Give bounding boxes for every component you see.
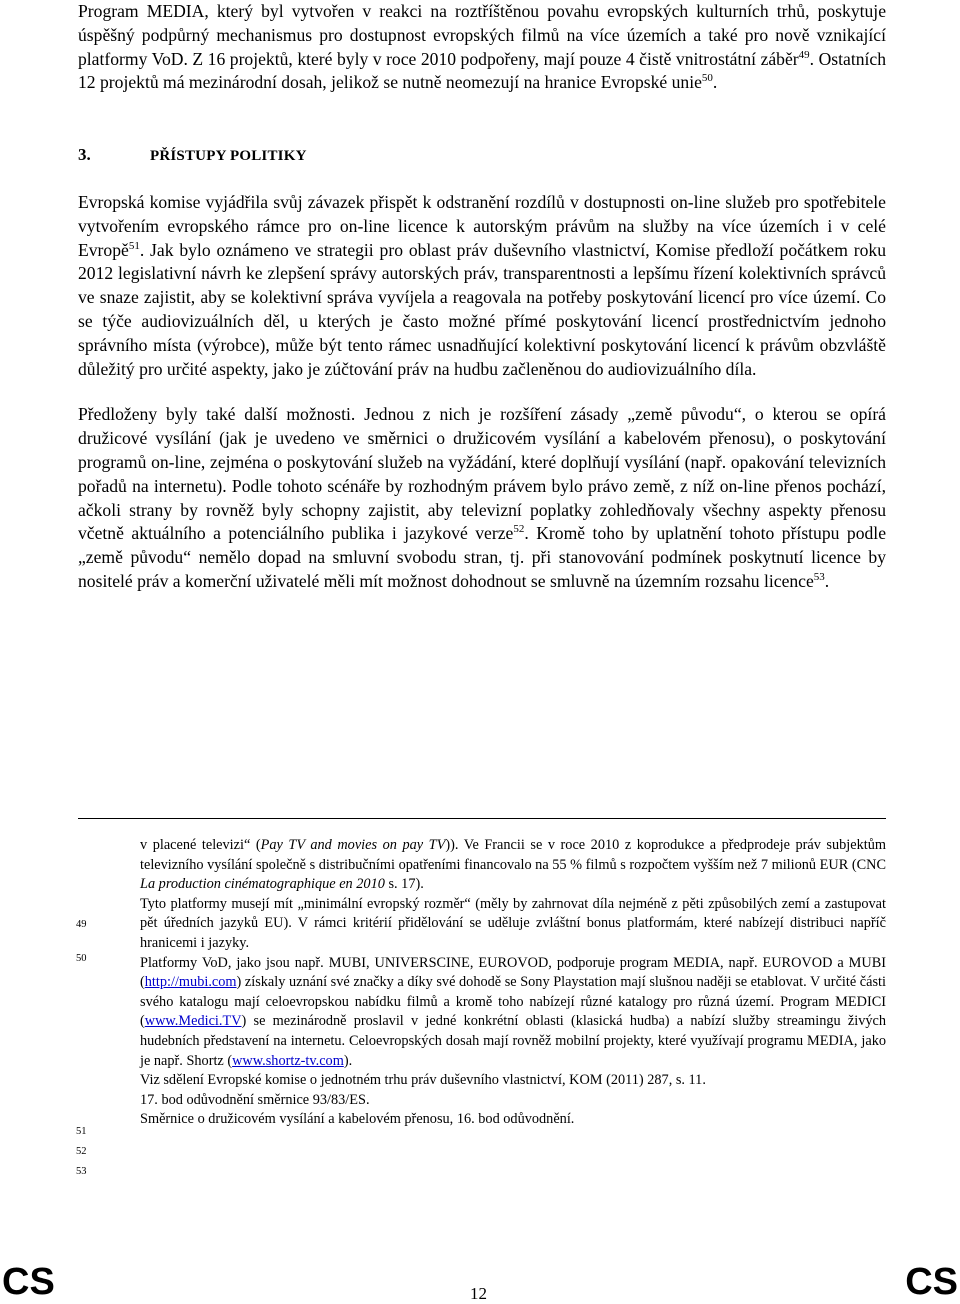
footnote-50-text-b: ) získaly uznání své značky a díky své dohodě se Sony Playstation mají slušnou naději se etablovat. V určité části svého katalogu mají celoevropskou nabídku filmů a kromě toho nabízejí různé katalogy pro různá území. Program MEDICI ( [140, 974, 886, 1030]
footnote-ref-51[interactable]: 51 [128, 239, 140, 252]
footnote-separator [78, 818, 886, 819]
footnotes [140, 836, 886, 1130]
footer-language-left: CS [2, 1261, 55, 1303]
footnote-cont-italic: Pay TV and movies on pay TV [260, 837, 446, 853]
paragraph-2 [78, 191, 886, 381]
footnote-ref-52[interactable]: 52 [513, 523, 525, 536]
footnote-number-49: 49 [76, 919, 87, 930]
footnote-51-text: Viz sdělení Evropské komise o jednotném trhu práv duševního vlastnictví, KOM (2011) 287, s. 11. [140, 1072, 706, 1089]
paragraph-3-text-a: Předloženy byly také další možnosti. Jednou z nich je rozšíření zásady „země původu“, o kterou se opírá družicové vysílání (jak je uvedeno ve směrnici o družicovém vysílání a kabelovém přenosu), o poskytování programů on-line, zejména o poskytování služeb na vyžádání, které doplňují vysílání (např. opakování televizních pořadů na internetu). Podle tohoto scénáře by rozhodným právem bylo právo země, z níž on-line přenos pochází, ačkoli strany by rovněž byly schopny zajistit, aby televizní poplatky zohledňovaly všechny aspekty přenosu včetně aktuálního a potenciálního publika i jazykové verze [78, 404, 886, 544]
footnote-number-53: 53 [76, 1166, 87, 1177]
paragraph-3 [78, 403, 886, 593]
medici-link[interactable]: www.Medici.TV [144, 1013, 242, 1030]
footnote-50-text-a: Platformy VoD, jako jsou např. MUBI, UNIVERSCINE, EUROVOD, podporuje program MEDIA, např. EUROVOD a MUBI ( [140, 954, 886, 991]
paragraph-3-text-b: . Kromě toho by uplatnění tohoto přístupu podle „země původu“ nemělo dopad na smluvní svobodu stran, tj. při stanovování podmínek poskytnutí licence by nositelé práv a komerční uživatelé měli mít možnost dohodnout se smluvně na územním rozsahu licence [78, 523, 887, 591]
footnote-50-text-c: ) se mezinárodně proslavil v jedné konkrétní oblasti (klasická hudba) a nabízí služby streamingu živých hudebních představení na internetu. Celoevropských dosah mají rovněž mobilní projekty, které využívají programu MEDIA, jako je např. Shortz ( [140, 1013, 886, 1069]
footnote-49 [140, 895, 886, 954]
paragraph-1-text-c: . [712, 72, 718, 93]
paragraph-1-text-a: Program MEDIA, který byl vytvořen v reakci na roztříštěnou povahu evropských kulturních trhů, poskytuje úspěšný podpůrný mechanismus pro dostupnost evropských filmů na více územích a také pro nově vznikající platformy VoD. Z 16 projektů, které byly v roce 2010 podpořeny, mají pouze 4 čistě vnitrostátní záběr [78, 1, 886, 69]
footnote-53 [140, 1110, 886, 1130]
section-number: 3. [78, 145, 91, 165]
shortz-link[interactable]: www.shortz-tv.com [232, 1052, 344, 1069]
footnote-52-text: 17. bod odůvodnění směrnice 93/83/ES. [140, 1091, 370, 1108]
paragraph-2-text-b: . Jak bylo oznámeno ve strategii pro oblast práv duševního vlastnictví, Komise předloží počátkem roku 2012 legislativní návrh ke zlepšení správy autorských práv, transparentnosti a lepšímu řízení kolektivních správců ve snaze zajistit, aby se kolektivní správa vyvíjela a reagovala na potřeby poskytování licencí pro více území. Co se týče audiovizuálních děl, u kterých je často možné přímé poskytování licencí prostřednictvím jednoho správního místa (výrobce), může být tento rámec usnadňující kolektivní poskytování licencí k právům obzvláště důležitý pro určité aspekty, jako je zúčtování práv na hudbu začleněnou do audiovizuálního díla. [78, 239, 886, 379]
paragraph-1 [78, 0, 886, 95]
footnote-cont-italic-2: La production cinématographique en 2010 [140, 876, 385, 893]
footnote-ref-53[interactable]: 53 [813, 571, 825, 584]
page-number: 12 [470, 1284, 487, 1303]
main-text [78, 0, 886, 594]
footnote-51 [140, 1071, 886, 1091]
footnote-cont-text-b: )). Ve Francii se v roce 2010 z koprodukce a předprodeje práv subjektům televizního vysílání společně s distribučními opatřeními financovalo na 55 % filmů s rozpočtem vyšším než 7 milionů EUR (CNC [140, 837, 886, 873]
footnote-number-50: 50 [76, 953, 87, 964]
section-title: PŘÍSTUPY POLITIKY [150, 148, 307, 165]
footnote-49-text: Tyto platformy musejí mít „minimální evropský rozměr“ (měly by zahrnovat díla nejméně z pěti způsobilých zemí a zastupovat pět úředních jazyků EU). V rámci kritérií přidělování se uděluje zvláštní bonus platformám, které nabízejí distribuci napříč hranicemi i jazyky. [140, 895, 886, 951]
paragraph-2-text-a: Evropská komise vyjádřila svůj závazek přispět k odstranění rozdílů v dostupnosti on-line služeb pro spotřebitele vytvořením evropského rámce pro on-line licence k autorským právům na služby na více územích i v celé Evropě [78, 191, 886, 260]
footnote-number-51: 51 [76, 1126, 87, 1137]
paragraph-3-text-c: . [824, 570, 830, 591]
paragraph-1-text-b: . Ostatních 12 projektů má mezinárodní dosah, jelikož se nutně neomezují na hranice Evropské unie [78, 48, 886, 93]
footnote-ref-49[interactable]: 49 [798, 48, 810, 61]
footnote-cont-text-a: v placené televizi“ ( [140, 837, 261, 853]
footnote-50 [140, 954, 886, 1072]
footnote-50-text-d: ). [343, 1052, 353, 1069]
footnote-ref-50[interactable]: 50 [701, 72, 713, 85]
footnote-continuation [140, 836, 886, 895]
footnote-52 [140, 1091, 886, 1111]
mubi-link[interactable]: http://mubi.com [144, 974, 237, 991]
footnote-number-52: 52 [76, 1146, 87, 1157]
footnote-cont-text-c: s. 17). [384, 876, 424, 893]
footnote-53-text: Směrnice o družicovém vysílání a kabelovém přenosu, 16. bod odůvodnění. [140, 1111, 575, 1128]
footer-language-right: CS [905, 1261, 958, 1303]
section-heading [78, 143, 886, 169]
